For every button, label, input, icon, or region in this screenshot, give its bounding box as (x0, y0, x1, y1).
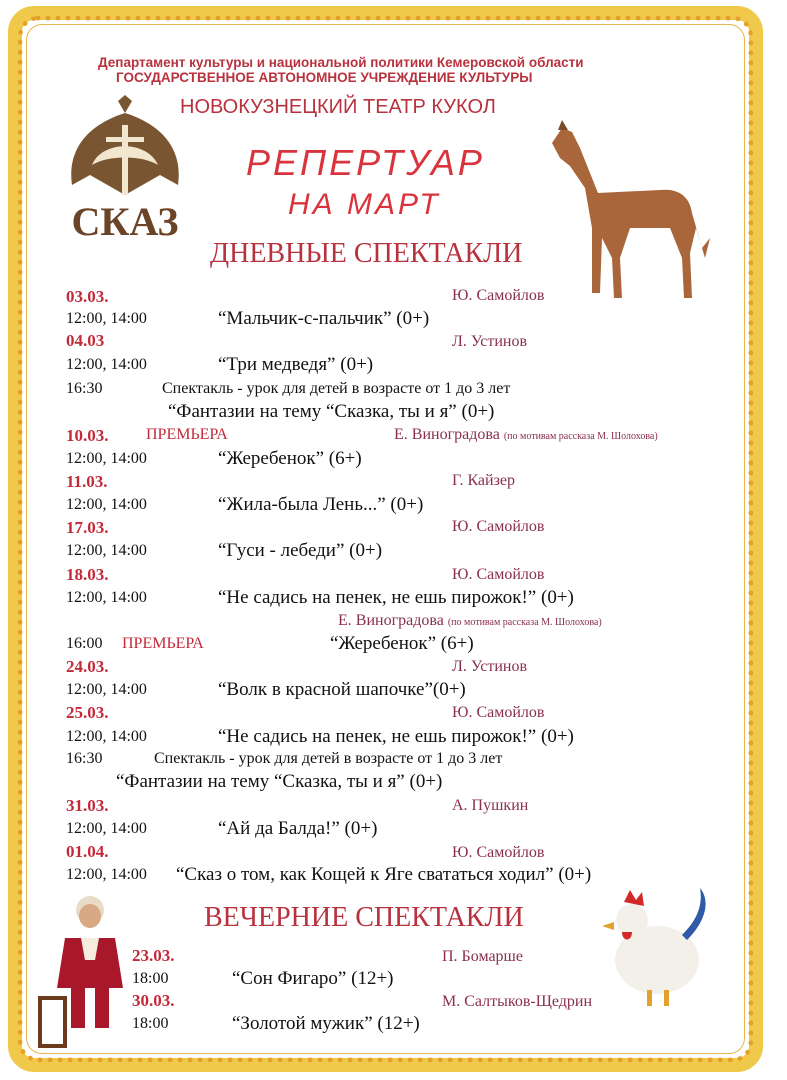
show-author: Ю. Самойлов (452, 518, 545, 535)
month-heading: НА МАРТ (288, 188, 441, 221)
show-title: “Фантазии на тему “Сказка, ты и я” (0+) (116, 771, 443, 792)
show-title: “Фантазии на тему “Сказка, ты и я” (0+) (168, 401, 495, 422)
show-time: 18:00 (132, 1015, 169, 1032)
show-title: “Ай да Балда!” (0+) (218, 818, 378, 839)
show-time: 12:00, 14:00 (66, 589, 147, 606)
show-time: 12:00, 14:00 (66, 450, 147, 467)
show-author: Е. Виноградова (по мотивам рассказа М. Шолохова) (338, 612, 602, 629)
premiere-badge: ПРЕМЬЕРА (146, 426, 228, 443)
repertoire-heading: РЕПЕРТУАР (246, 142, 485, 183)
show-author: П. Бомарше (442, 948, 523, 965)
show-date: 25.03. (66, 703, 109, 722)
day-section-title: ДНЕВНЫЕ СПЕКТАКЛИ (210, 238, 523, 269)
skaz-logo-icon (62, 95, 188, 245)
show-time: 12:00, 14:00 (66, 681, 147, 698)
show-title: “Жеребенок” (6+) (218, 448, 362, 469)
show-time: 12:00, 14:00 (66, 310, 147, 327)
premiere-badge: ПРЕМЬЕРА (122, 635, 204, 652)
show-date: 23.03. (132, 946, 175, 965)
show-date: 18.03. (66, 565, 109, 584)
department-line: Департамент культуры и национальной политики Кемеровской области (98, 55, 584, 70)
show-title: “Мальчик-с-пальчик” (0+) (218, 308, 430, 329)
show-date: 04.03 (66, 331, 105, 350)
show-author: Ю. Самойлов (452, 287, 545, 304)
show-author: Л. Устинов (452, 658, 528, 675)
show-title: “Жила-была Лень...” (0+) (218, 494, 424, 515)
show-time: 12:00, 14:00 (66, 356, 147, 373)
puppet-figaro-image-icon (35, 888, 140, 1048)
lesson-note: Спектакль - урок для детей в возрасте от 1 до 3 лет (162, 380, 511, 397)
show-date: 24.03. (66, 657, 109, 676)
show-date: 30.03. (132, 991, 175, 1010)
show-time: 12:00, 14:00 (66, 496, 147, 513)
show-author: М. Салтыков-Щедрин (442, 993, 593, 1010)
show-date: 11.03. (66, 472, 108, 491)
show-author: Е. Виноградова (по мотивам рассказа М. Шолохова) (394, 426, 658, 443)
show-time: 16:30 (66, 750, 103, 767)
show-time: 18:00 (132, 970, 169, 987)
show-title: “Три медведя” (0+) (218, 354, 374, 375)
show-time: 12:00, 14:00 (66, 542, 147, 559)
lesson-note: Спектакль - урок для детей в возрасте от 1 до 3 лет (154, 750, 503, 767)
show-title: “Золотой мужик” (12+) (232, 1013, 420, 1034)
show-author: Ю. Самойлов (452, 844, 545, 861)
show-date: 03.03. (66, 287, 109, 306)
show-author: Л. Устинов (452, 333, 528, 350)
show-author: Ю. Самойлов (452, 566, 545, 583)
show-title: “Не садись на пенек, не ешь пирожок!” (0+) (218, 726, 574, 747)
institution-line: ГОСУДАРСТВЕННОЕ АВТОНОМНОЕ УЧРЕЖДЕНИЕ КУЛЬТУРЫ (116, 70, 533, 85)
evening-section-title: ВЕЧЕРНИЕ СПЕКТАКЛИ (204, 902, 524, 933)
show-title: “Сказ о том, как Кощей к Яге свататься ходил” (0+) (176, 864, 592, 885)
show-date: 01.04. (66, 842, 109, 861)
show-title: “Не садись на пенек, не ешь пирожок!” (0+) (218, 587, 574, 608)
show-time: 12:00, 14:00 (66, 866, 147, 883)
show-date: 17.03. (66, 518, 109, 537)
show-title: “Жеребенок” (6+) (330, 633, 474, 654)
logo-text: СКАЗ (71, 199, 179, 244)
show-author: Ю. Самойлов (452, 704, 545, 721)
show-time: 12:00, 14:00 (66, 820, 147, 837)
show-title: “Сон Фигаро” (12+) (232, 968, 394, 989)
show-time: 16:00 (66, 635, 103, 652)
show-author: А. Пушкин (452, 797, 529, 814)
show-author: Г. Кайзер (452, 472, 515, 489)
show-title: “Волк в красной шапочке”(0+) (218, 679, 466, 700)
show-date: 31.03. (66, 796, 109, 815)
show-time: 16:30 (66, 380, 103, 397)
show-time: 12:00, 14:00 (66, 728, 147, 745)
theatre-name: НОВОКУЗНЕЦКИЙ ТЕАТР КУКОЛ (180, 96, 496, 118)
foal-image-icon (540, 118, 715, 303)
rooster-image-icon (592, 880, 712, 1010)
show-date: 10.03. (66, 426, 109, 445)
show-title: “Гуси - лебеди” (0+) (218, 540, 383, 561)
